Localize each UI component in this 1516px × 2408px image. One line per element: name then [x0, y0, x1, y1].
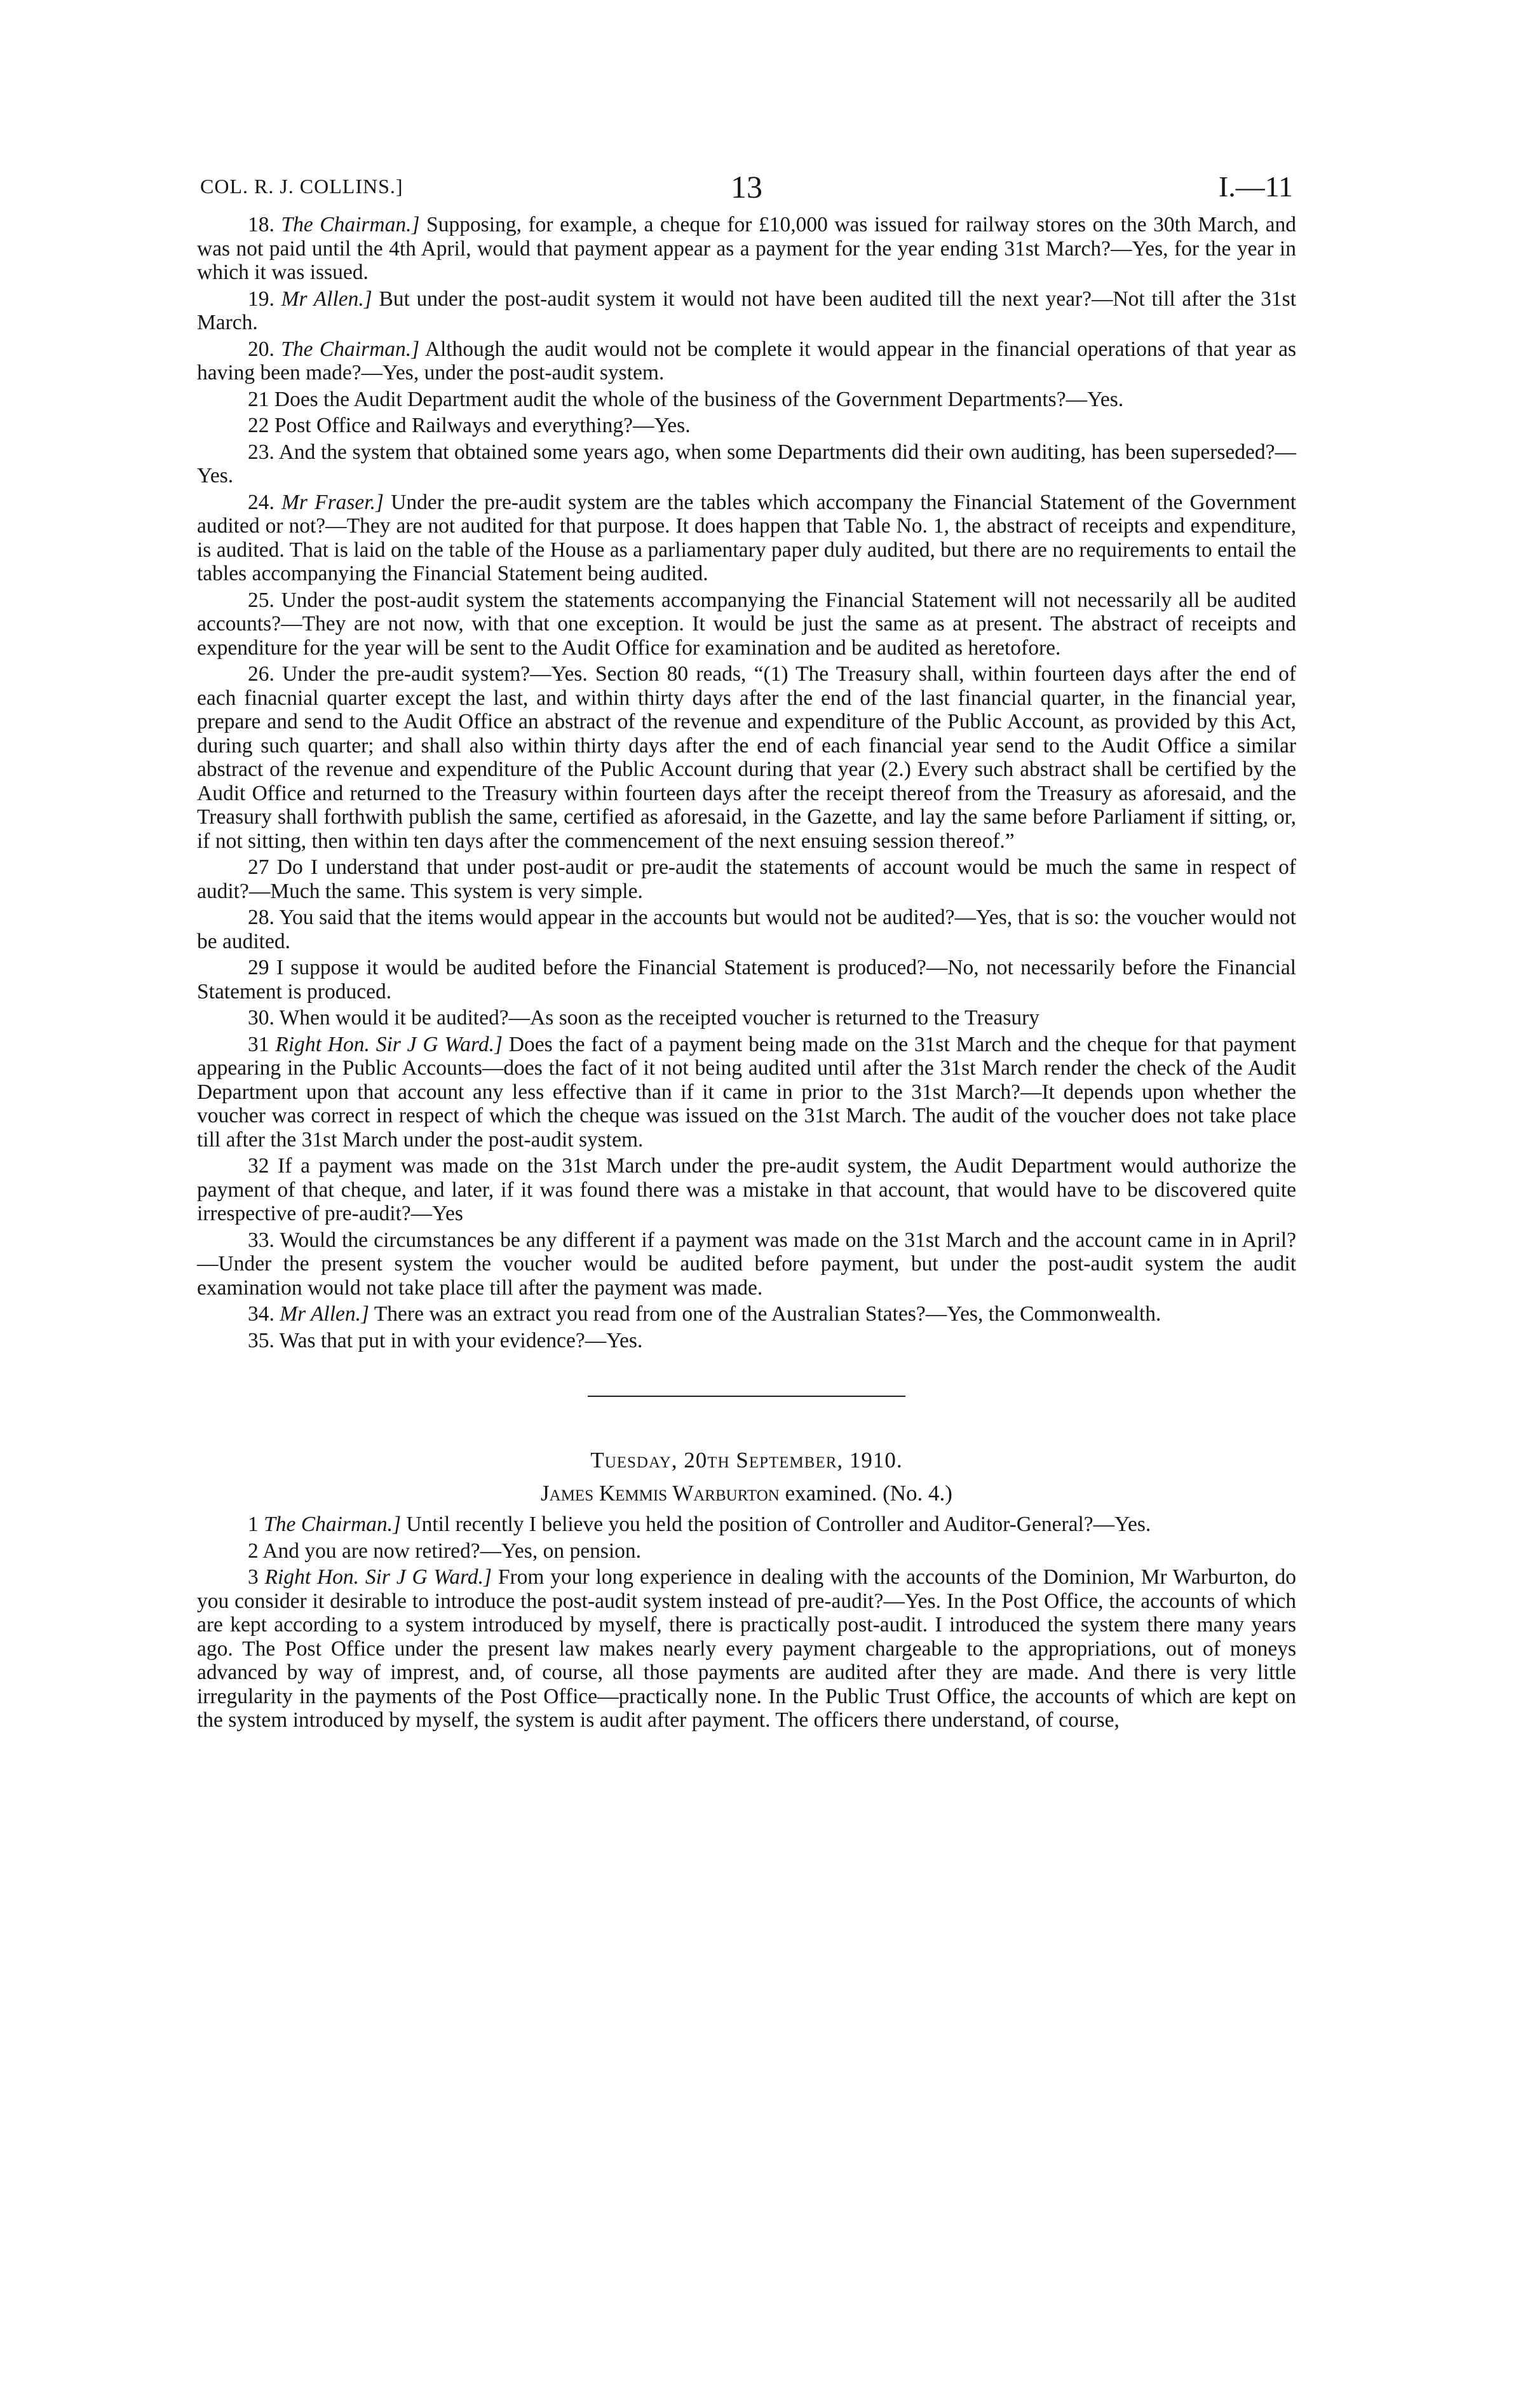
question-text: When would it be audited?—As soon as the receipted voucher is returned to the Treasury [279, 1006, 1040, 1030]
question-text: Although the audit would not be complete it would appear in the financial operations of that year as having been made?—Yes, under the post-audit system. [197, 337, 1297, 384]
questioner-name: Right Hon. Sir J G Ward.] [264, 1565, 492, 1589]
question-number: 30. [248, 1006, 274, 1030]
questioner-name: Mr Allen.] [281, 287, 372, 311]
question-number: 22 [248, 414, 269, 437]
question-paragraph [197, 588, 1296, 660]
question-text: From your long experience in dealing with the accounts of the Dominion, Mr Warburton, do you consider it desirable to introduce the post-audit system instead of pre-audit?—Yes. In the Post Office, the accounts of which are kept according to a system introduced by myself, there is practically post-audit. I introduced the system there many years ago. The Post Office under the present law makes nearly every payment chargeable to the appropriations, out of moneys advanced by way of imprest, and, of course, all those payments are audited after they are made. And there is very little irregularity in the payments of the Post Office—practically none. In the Public Trust Office, the accounts of which are kept on the system introduced by myself, the system is audit after payment. The officers there understand, of course, [197, 1565, 1297, 1732]
question-text: Would the circumstances be any different if a payment was made on the 31st March and the account came in in April?—Under the present system the voucher would be audited before payment, but under the post-audit system the audit examination would not take place till after the payment was made. [197, 1228, 1296, 1300]
evidence-section-collins [197, 213, 1296, 1352]
question-text: Does the fact of a payment being made on the 31st March and the cheque for that payment appearing in the Public Accounts—does the fact of it not being audited until after the 31st March render the check of the Audit Department upon that account any less effective than if it came in prior to the 31st March?—It depends upon whether the voucher was correct in respect of which the cheque was issued on the 31st March. The audit of the voucher does not take place till after the 31st March under the post-audit system. [197, 1032, 1296, 1152]
sitting-date: Tuesday, 20th September, 1910. [590, 1448, 903, 1473]
question-text: I suppose it would be audited before the Financial Statement is produced?—No, not necessarily before the Financial Statement is produced. [197, 956, 1296, 1003]
evidence-section-warburton [197, 1513, 1296, 1732]
question-paragraph [197, 213, 1296, 285]
document-page [197, 168, 1296, 1735]
section-divider [588, 1396, 905, 1397]
question-paragraph [197, 1513, 1296, 1537]
question-number: 27 [248, 855, 269, 879]
question-paragraph [197, 1154, 1296, 1226]
question-number: 20. [248, 337, 274, 361]
question-number: 26. [248, 662, 274, 686]
question-text: And the system that obtained some years ago, when some Departments did their own auditing, has been superseded?—Yes. [197, 440, 1296, 487]
question-paragraph [197, 906, 1296, 953]
questioner-name: The Chairman.] [264, 1513, 402, 1536]
question-text: Until recently I believe you held the position of Controller and Auditor-General?—Yes. [401, 1513, 1151, 1536]
question-number: 33. [248, 1228, 274, 1252]
question-number: 19. [248, 287, 274, 311]
question-paragraph [197, 855, 1296, 903]
question-number: 31 [248, 1032, 269, 1056]
question-number: 21 [248, 387, 269, 411]
question-number: 2 [248, 1539, 259, 1563]
questioner-name: The Chairman.] [281, 337, 420, 361]
question-text: Under the post-audit system the statements accompanying the Financial Statement will not necessarily all be audited accounts?—They are not now, with that one exception. It would be just the same as at present. The abstract of receipts and expenditure for the year will be sent to the Audit Office for examination and be audited as heretofore. [197, 588, 1296, 660]
question-paragraph [197, 956, 1296, 1003]
question-text: If a payment was made on the 31st March under the pre-audit system, the Audit Department would authorize the payment of that cheque, and later, if it was found there was a mistake in that account, that would have to be discovered quite irrespective of pre-audit?—Yes [197, 1154, 1297, 1225]
question-text: But under the post-audit system it would not have been audited till the next year?—Not till after the 31st March. [197, 287, 1296, 334]
question-number: 1 [248, 1513, 259, 1536]
witness-heading-suffix: examined. (No. 4.) [779, 1481, 952, 1506]
question-number: 32 [248, 1154, 269, 1178]
witness-name: James Kemmis Warburton [541, 1481, 780, 1506]
question-paragraph [197, 1539, 1296, 1563]
questioner-name: Right Hon. Sir J G Ward.] [275, 1032, 503, 1056]
question-number: 23. [248, 440, 274, 464]
question-text: You said that the items would appear in the accounts but would not be audited?—Yes, that is so: the voucher would not be audited. [197, 906, 1296, 953]
question-number: 34. [248, 1302, 274, 1326]
question-paragraph [197, 1329, 1296, 1353]
question-paragraph [197, 662, 1296, 853]
question-number: 35. [248, 1328, 274, 1352]
question-number: 24. [248, 490, 274, 514]
question-paragraph [197, 388, 1296, 412]
question-text: There was an extract you read from one of the Australian States?—Yes, the Commonwealth. [369, 1302, 1161, 1326]
question-text: Under the pre-audit system are the tables which accompany the Financial Statement of the Government audited or not?—They are not audited for that purpose. It does happen that Table No. 1, the abstract of receipts and expenditure, is audited. That is laid on the table of the House as a parliamentary paper duly audited, but there are no requirements to entail the tables accompanying the Financial Statement being audited. [197, 490, 1297, 585]
question-text: Under the pre-audit system?—Yes. Section 80 reads, “(1) The Treasury shall, within fourteen days after the end of each finacnial quarter except the last, and within thirty days after the end of the last financial quarter, in the financial year, prepare and send to the Audit Office an abstract of the revenue and expenditure of the Public Account, as provided by this Act, during such quarter; and shall also within thirty days after the end of each financial year send to the Audit Office a similar abstract of the revenue and expenditure of the Public Account during that year (2.) Every such abstract shall be certified by the Audit Office and returned to the Treasury within fourteen days after the receipt thereof from the Treasury as aforesaid, and the Treasury shall forthwith publish the same, certified as aforesaid, in the Gazette, and lay the same before Parliament if sitting, or, if not sitting, then within ten days after the commencement of the next ensuing session thereof.” [197, 662, 1297, 853]
question-number: 18. [248, 213, 274, 236]
page-header [197, 168, 1296, 213]
question-paragraph [197, 1302, 1296, 1326]
question-text: Post Office and Railways and everything?—Yes. [274, 414, 691, 437]
header-witness-name: COL. R. J. COLLINS.] [200, 175, 403, 198]
question-paragraph [197, 1565, 1296, 1732]
questioner-name: Mr Allen.] [280, 1302, 370, 1326]
paper-reference: I.—11 [1218, 170, 1293, 203]
question-number: 28. [248, 906, 274, 929]
question-text: Do I understand that under post-audit or pre-audit the statements of account would be much the same in respect of audit?—Much the same. This system is very simple. [197, 855, 1296, 903]
witness-heading [197, 1481, 1296, 1506]
question-number: 3 [248, 1565, 259, 1589]
questioner-name: The Chairman.] [281, 213, 420, 236]
question-text: Supposing, for example, a cheque for £10,000 was issued for railway stores on the 30th March, and was not paid until the 4th April, would that payment appear as a payment for the year ending 31st March?—Yes, for the year in which it was issued. [197, 213, 1297, 284]
question-text: Was that put in with your evidence?—Yes. [279, 1328, 643, 1352]
question-paragraph [197, 491, 1296, 586]
question-paragraph [197, 1033, 1296, 1152]
question-paragraph [197, 1006, 1296, 1030]
questioner-name: Mr Fraser.] [281, 490, 384, 514]
question-number: 29 [248, 956, 269, 979]
question-paragraph [197, 337, 1296, 385]
question-text: Does the Audit Department audit the whole of the business of the Government Departments?—Yes. [274, 387, 1124, 411]
question-paragraph [197, 440, 1296, 488]
page-number: 13 [731, 169, 762, 205]
question-paragraph [197, 287, 1296, 335]
question-paragraph [197, 414, 1296, 438]
question-text: And you are now retired?—Yes, on pension. [262, 1539, 642, 1563]
question-paragraph [197, 1228, 1296, 1300]
question-number: 25. [248, 588, 274, 612]
